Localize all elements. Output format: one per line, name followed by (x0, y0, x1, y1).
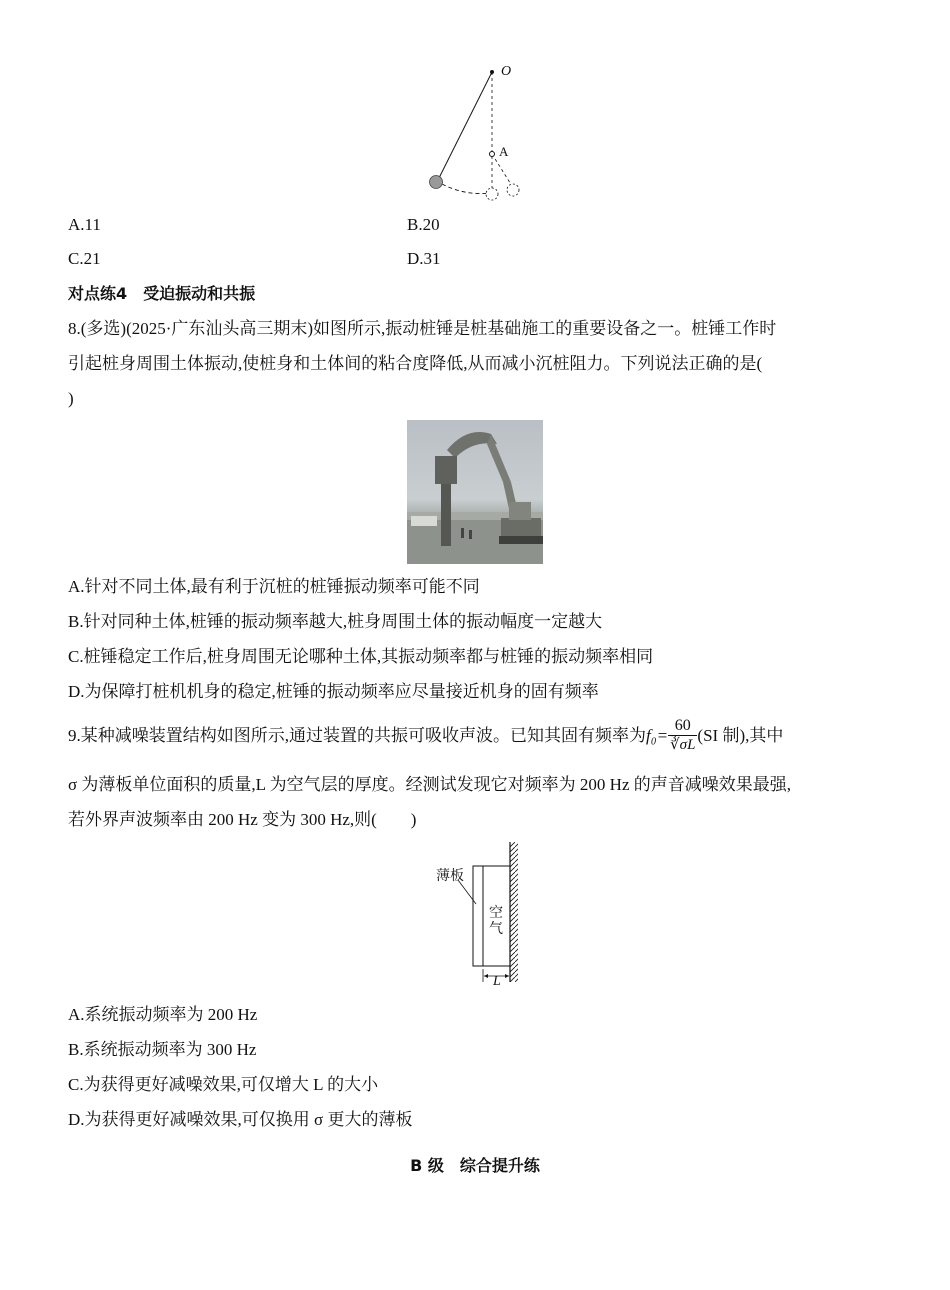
q8-option-d: D.为保障打桩机机身的稳定,桩锤的振动频率应尽量接近机身的固有频率 (68, 682, 599, 701)
length-label: L (493, 974, 501, 989)
q7-option-c: C.21 (68, 249, 101, 268)
air-label-1: 空 (489, 906, 503, 921)
section4-title: 对点练4 受迫振动和共振 (68, 284, 256, 303)
q8-stem-line2: 引起桩身周围土体振动,使桩身和土体间的粘合度降低,从而减小沉桩阻力。下列说法正确的是( (68, 354, 763, 373)
q9-option-d: D.为获得更好减噪效果,可仅换用 σ 更大的薄板 (68, 1110, 413, 1129)
q7-option-a: A.11 (68, 215, 101, 234)
section-b-title: B 级 综合提升练 (410, 1156, 540, 1175)
pile-driver-photo (407, 420, 543, 564)
q9-formula-denominator: ∛σL (670, 736, 696, 753)
q9-stem-line2: σ 为薄板单位面积的质量,L 为空气层的厚度。经测试发现它对频率为 200 Hz 的声音减噪效果最强, (68, 775, 791, 794)
q8-option-c: C.桩锤稳定工作后,桩身周围无论哪种土体,其振动频率都与桩锤的振动频率相同 (68, 647, 654, 666)
plate-label: 薄板 (436, 869, 464, 884)
label-a: A (499, 144, 509, 159)
q9-stem-line1 (68, 718, 783, 756)
q9-stem-line3: 若外界声波频率由 200 Hz 变为 300 Hz,则( ) (68, 810, 417, 829)
q8-option-b: B.针对同种土体,桩锤的振动频率越大,桩身周围土体的振动幅度一定越大 (68, 612, 603, 631)
pendulum-figure (420, 62, 530, 204)
q9-option-b: B.系统振动频率为 300 Hz (68, 1040, 257, 1059)
q9-stem-pre: 9.某种减噪装置结构如图所示,通过装置的共振可吸收声波。已知其固有频率为 (68, 726, 646, 745)
q9-formula-fraction (668, 717, 697, 754)
q8-stem-line1: 8.(多选)(2025·广东汕头高三期末)如图所示,振动桩锤是桩基础施工的重要设备之一。桩锤工作时 (68, 319, 777, 338)
air-label-2: 气 (489, 922, 503, 937)
q9-option-a: A.系统振动频率为 200 Hz (68, 1005, 258, 1024)
q9-f0: f₀= (646, 726, 669, 745)
q9-stem-post: (SI 制),其中 (697, 726, 784, 745)
label-o: O (501, 64, 512, 79)
q9-formula-numerator: 60 (674, 716, 691, 734)
q9-option-c: C.为获得更好减噪效果,可仅增大 L 的大小 (68, 1075, 379, 1094)
q8-stem-line3: ) (68, 389, 74, 408)
q7-option-d: D.31 (407, 249, 441, 268)
q7-option-b: B.20 (407, 215, 440, 234)
q8-option-a: A.针对不同土体,最有利于沉桩的桩锤振动频率可能不同 (68, 577, 480, 596)
